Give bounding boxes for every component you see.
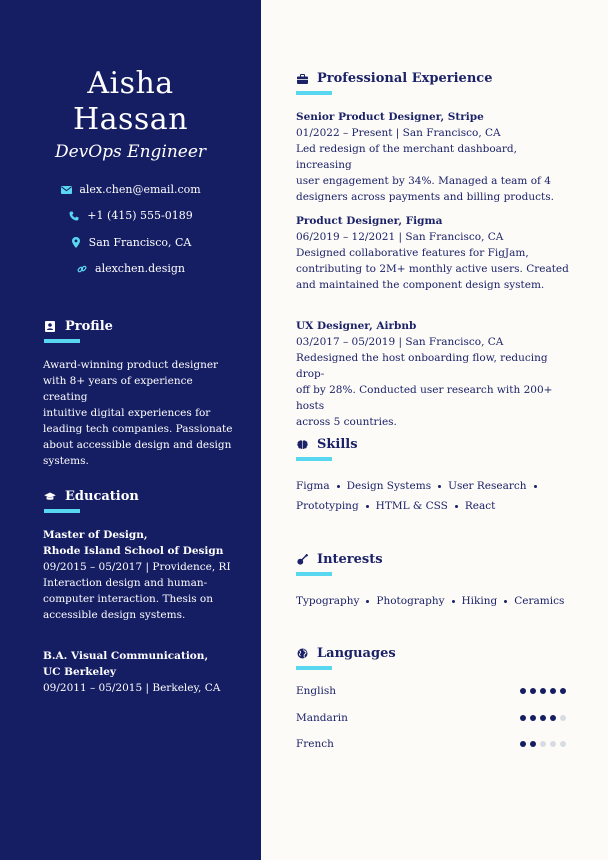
- profile-line: systems.: [43, 455, 89, 467]
- interests-heading-text: Interests: [317, 552, 383, 567]
- graduation-cap-icon: [44, 492, 56, 502]
- job-desc: contributing to 2M+ monthly active users. Created: [296, 263, 569, 275]
- email-text: alex.chen@email.com: [79, 183, 201, 196]
- skill-label: Figma: [296, 480, 330, 492]
- interest-tag: [296, 591, 369, 611]
- education-desc: computer interaction. Thesis on: [43, 593, 214, 605]
- job-desc: designers across payments and billing products.: [296, 191, 554, 203]
- proficiency-dot-filled: [540, 688, 546, 694]
- separator-dot: [452, 600, 455, 603]
- job-meta: 01/2022 – Present | San Francisco, CA: [296, 127, 501, 139]
- education-underline: [44, 509, 80, 513]
- interest-tag: [376, 591, 454, 611]
- proficiency-dots: [516, 741, 566, 747]
- profile-line: intuitive digital experiences for: [43, 407, 211, 419]
- separator-dot: [438, 485, 441, 488]
- phone-icon: [68, 211, 80, 221]
- skill-tag: [296, 496, 369, 516]
- education-heading-text: Education: [65, 489, 139, 504]
- job-meta: 06/2019 – 12/2021 | San Francisco, CA: [296, 231, 504, 243]
- job-meta: 03/2017 – 05/2019 | San Francisco, CA: [296, 336, 504, 348]
- job-desc: and maintained the component design system.: [296, 279, 545, 291]
- job-desc: off by 28%. Conducted user research with 200+ hosts: [296, 384, 553, 412]
- job-desc: Redesigned the host onboarding flow, reducing drop-: [296, 352, 548, 380]
- interest-tag: [514, 591, 564, 611]
- location-text: San Francisco, CA: [88, 236, 192, 249]
- interest-label: Photography: [376, 595, 445, 607]
- job-item: [296, 213, 571, 293]
- proficiency-dot-filled: [530, 688, 536, 694]
- language-row: [296, 738, 566, 750]
- proficiency-dot-filled: [520, 715, 526, 721]
- sidebar: [0, 0, 261, 860]
- language-name: English: [296, 685, 337, 697]
- education-meta: 09/2011 – 05/2015 | Berkeley, CA: [43, 682, 221, 694]
- skill-label: React: [464, 500, 496, 512]
- contact-email[interactable]: [0, 183, 261, 196]
- website-text: alexchen.design: [95, 262, 185, 275]
- proficiency-dot-empty: [560, 741, 566, 747]
- proficiency-dot-filled: [550, 715, 556, 721]
- separator-dot: [366, 505, 369, 508]
- separator-dot: [534, 485, 537, 488]
- profile-heading-text: Profile: [65, 319, 113, 334]
- job-title: Senior Product Designer, Stripe: [296, 111, 484, 123]
- brain-icon: [296, 440, 308, 450]
- school: UC Berkeley: [43, 666, 116, 678]
- proficiency-dot-filled: [520, 688, 526, 694]
- interest-label: Ceramics: [514, 595, 565, 607]
- briefcase-icon: [296, 74, 308, 84]
- skills-heading-text: Skills: [317, 437, 358, 452]
- job-desc: Led redesign of the merchant dashboard, increasing: [296, 143, 517, 171]
- proficiency-dot-empty: [560, 715, 566, 721]
- skill-tag: [296, 476, 340, 496]
- separator-dot: [337, 485, 340, 488]
- language-row: [296, 685, 566, 697]
- skill-tag: [376, 496, 458, 516]
- experience-underline: [296, 91, 332, 95]
- map-pin-icon: [70, 237, 82, 248]
- proficiency-dot-filled: [560, 688, 566, 694]
- proficiency-dot-filled: [540, 715, 546, 721]
- interest-label: Hiking: [461, 595, 498, 607]
- proficiency-dot-filled: [530, 715, 536, 721]
- interests-underline: [296, 572, 332, 576]
- profile-underline: [44, 339, 80, 343]
- skill-label: Prototyping: [296, 500, 359, 512]
- skills-heading: [296, 437, 358, 452]
- job-title: UX Designer, Airbnb: [296, 320, 417, 332]
- profile-line: leading tech companies. Passionate: [43, 423, 233, 435]
- interests-heading: [296, 552, 383, 567]
- contact-phone[interactable]: [0, 209, 261, 222]
- proficiency-dot-filled: [520, 741, 526, 747]
- education-item: [43, 648, 233, 696]
- experience-heading: [296, 71, 492, 86]
- interest-label: Typography: [296, 595, 360, 607]
- profile-line: about accessible design and design: [43, 439, 232, 451]
- profile-summary: [43, 357, 233, 469]
- job-item: [296, 318, 571, 430]
- education-heading: [44, 489, 139, 504]
- skill-label: User Research: [448, 480, 527, 492]
- languages-heading: [296, 646, 396, 661]
- skills-list: [296, 476, 576, 516]
- school: Rhode Island School of Design: [43, 545, 224, 557]
- job-title: DevOps Engineer: [54, 142, 207, 162]
- separator-dot: [504, 600, 507, 603]
- envelope-icon: [60, 186, 72, 194]
- proficiency-dot-filled: [550, 688, 556, 694]
- separator-dot: [455, 505, 458, 508]
- skill-tag: [347, 476, 442, 496]
- first-name: Aisha: [87, 66, 174, 101]
- separator-dot: [366, 600, 369, 603]
- contact-website[interactable]: [0, 262, 261, 275]
- job-desc: across 5 countries.: [296, 416, 397, 428]
- id-card-icon: [44, 321, 56, 332]
- language-name: Mandarin: [296, 712, 348, 724]
- globe-icon: [296, 648, 308, 659]
- degree: Master of Design,: [43, 529, 148, 541]
- skill-tag: [448, 476, 536, 496]
- phone-text: +1 (415) 555-0189: [87, 209, 193, 222]
- proficiency-dot-empty: [550, 741, 556, 747]
- interests-list: [296, 591, 576, 611]
- education-meta: 09/2015 – 05/2017 | Providence, RI: [43, 561, 231, 573]
- profile-line: with 8+ years of experience creating: [43, 375, 193, 403]
- last-name: Hassan: [72, 102, 189, 137]
- languages-heading-text: Languages: [317, 646, 396, 661]
- education-desc: Interaction design and human-: [43, 577, 208, 589]
- profile-heading: [44, 319, 113, 334]
- job-title: Product Designer, Figma: [296, 215, 443, 227]
- proficiency-dot-filled: [530, 741, 536, 747]
- proficiency-dots: [516, 688, 566, 694]
- job-desc: user engagement by 34%. Managed a team of 4: [296, 175, 551, 187]
- job-item: [296, 109, 571, 205]
- job-desc: Designed collaborative features for FigJam,: [296, 247, 529, 259]
- contact-location: [0, 236, 261, 249]
- degree: B.A. Visual Communication,: [43, 650, 209, 662]
- experience-heading-text: Professional Experience: [317, 71, 493, 86]
- education-desc: accessible design systems.: [43, 609, 186, 621]
- languages-underline: [296, 666, 332, 670]
- main-column: [261, 0, 608, 860]
- language-row: [296, 712, 566, 724]
- proficiency-dots: [516, 715, 566, 721]
- skill-label: HTML & CSS: [375, 500, 448, 512]
- education-item: [43, 527, 233, 623]
- language-name: French: [296, 738, 334, 750]
- proficiency-dot-empty: [540, 741, 546, 747]
- profile-line: Award-winning product designer: [43, 359, 219, 371]
- skill-label: Design Systems: [346, 480, 432, 492]
- guitar-icon: [296, 554, 308, 565]
- skill-tag: [465, 496, 495, 516]
- skills-underline: [296, 457, 332, 461]
- interest-tag: [462, 591, 508, 611]
- link-icon: [76, 264, 88, 274]
